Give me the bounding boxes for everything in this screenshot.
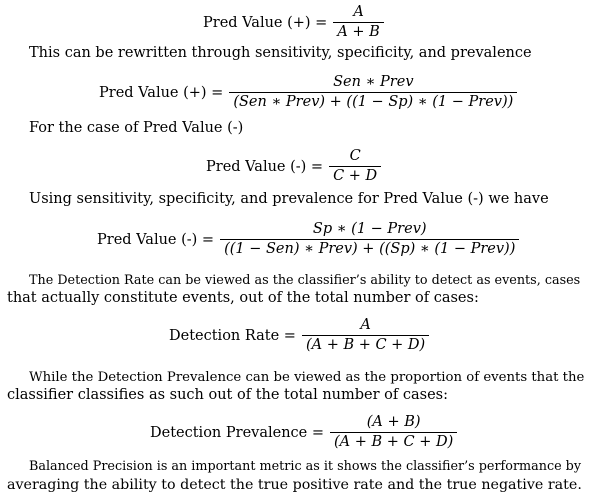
fraction-numerator: A [360,317,371,333]
equation-pred-value-negative [206,148,381,185]
equation-lhs: Pred Value (-) = [97,231,215,248]
equation-pred-value-positive-sens-spec [99,74,517,111]
paragraph-text: that actually constitute events, out of the total number of cases: [7,290,479,306]
fraction-numerator: A [353,4,364,20]
paragraph-text: While the Detection Prevalence can be viewed as the proportion of events that the [29,370,585,385]
fraction-numerator: C [349,148,361,164]
paragraph-text: For the case of Pred Value (-) [29,120,244,136]
fraction-denominator: A + B [333,22,384,41]
equation-detection-rate [169,317,429,354]
fraction [330,414,457,451]
paragraph-text: This can be rewritten through sensitivity, specificity, and prevalence [29,45,532,61]
equation-lhs: Pred Value (+) = [99,84,224,101]
fraction [329,148,381,185]
fraction [229,74,517,111]
fraction-denominator: (A + B + C + D) [302,335,429,354]
equation-lhs: Pred Value (-) = [206,158,324,175]
fraction-numerator: Sen ∗ Prev [333,74,414,90]
paragraph-text: classifier classifies as such out of the total number of cases: [7,387,448,403]
fraction-denominator: (A + B + C + D) [330,432,457,451]
equation-detection-prevalence [150,414,457,451]
fraction [302,317,429,354]
fraction-numerator: (A + B) [366,414,421,430]
paragraph-text: averaging the ability to detect the true positive rate and the true negative rate. [7,477,582,493]
fraction-numerator: Sp ∗ (1 − Prev) [312,221,427,237]
paragraph-text: Balanced Precision is an important metric as it shows the classifier’s performance by [29,459,582,474]
fraction-denominator: ((1 − Sen) ∗ Prev) + ((Sp) ∗ (1 − Prev)) [220,239,519,258]
paragraph-text: Using sensitivity, specificity, and prevalence for Pred Value (-) we have [29,191,549,207]
equation-pred-value-positive [203,4,384,41]
equation-lhs: Detection Prevalence = [150,424,324,441]
fraction [333,4,384,41]
equation-lhs: Pred Value (+) = [203,14,328,31]
fraction-denominator: (Sen ∗ Prev) + ((1 − Sp) ∗ (1 − Prev)) [229,92,517,111]
equation-lhs: Detection Rate = [169,327,296,344]
fraction [220,221,519,258]
paragraph-text: The Detection Rate can be viewed as the classifier’s ability to detect as events, cases [29,273,581,288]
equation-pred-value-negative-sens-spec [97,221,519,258]
fraction-denominator: C + D [329,166,381,185]
